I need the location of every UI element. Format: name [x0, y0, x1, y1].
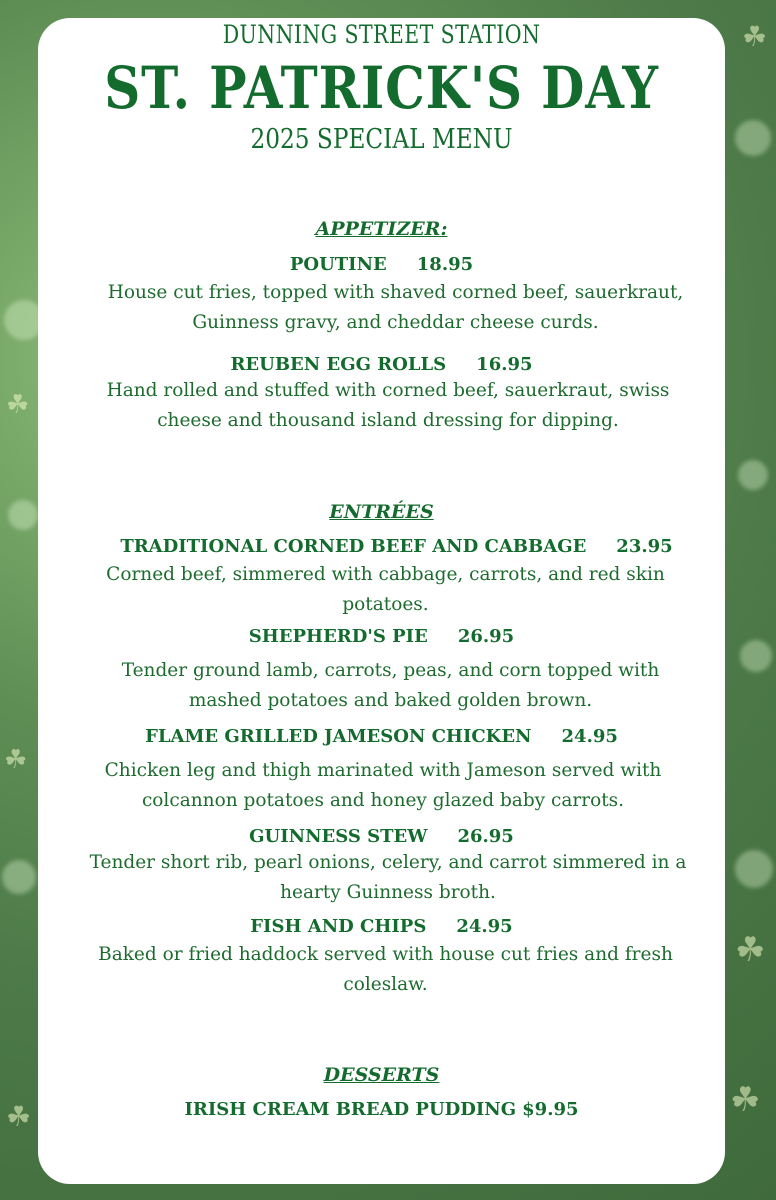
menu-item-price: 26.95 — [457, 826, 514, 847]
menu-item-price: 24.95 — [456, 916, 513, 937]
menu-item-name: POUTINE 18.95 — [289, 254, 474, 275]
menu-item-price: 24.95 — [561, 726, 618, 747]
section-appetizer: APPETIZER: — [315, 218, 448, 240]
menu-item-desc: House cut fries, topped with shaved corned beef, sauerkraut, Guinness gravy, and cheddar cheese curds. — [107, 282, 684, 333]
menu-item-desc: Tender ground lamb, carrots, peas, and corn topped with mashed potatoes and baked golden brown. — [121, 660, 660, 711]
menu-item-desc: Corned beef, simmered with cabbage, carrots, and red skin potatoes. — [106, 564, 665, 615]
menu-item-price: 23.95 — [616, 536, 673, 557]
section-desserts: DESSERTS — [323, 1064, 440, 1086]
menu-item-price: $9.95 — [522, 1099, 579, 1120]
menu-item-price: 18.95 — [416, 254, 474, 275]
menu-item-name: IRISH CREAM BREAD PUDDING $9.95 — [184, 1099, 579, 1120]
clover-icon: ☘ — [735, 930, 766, 970]
menu-item-desc: Tender short rib, pearl onions, celery, and carrot simmered in a hearty Guinness broth. — [89, 852, 687, 903]
clover-icon: ☘ — [742, 20, 768, 53]
clover-icon: ☘ — [730, 1080, 761, 1120]
menu-subtitle: 2025 SPECIAL MENU — [250, 124, 513, 155]
menu-item-desc: Chicken leg and thigh marinated with Jameson served with colcannon potatoes and honey glazed baby carrots. — [104, 760, 662, 811]
section-entrees: ENTRÉES — [329, 501, 434, 523]
clover-icon: ☘ — [6, 390, 30, 420]
clover-icon: ☘ — [4, 745, 28, 775]
menu-item-price: 26.95 — [457, 626, 515, 647]
clover-icon: ☘ — [6, 1100, 32, 1133]
page-title: ST. PATRICK'S DAY — [104, 54, 659, 122]
menu-card — [38, 18, 725, 1184]
restaurant-name: DUNNING STREET STATION — [222, 20, 541, 49]
menu-item-name: TRADITIONAL CORNED BEEF AND CABBAGE 23.95 — [120, 536, 673, 557]
menu-item-desc: Hand rolled and stuffed with corned beef, sauerkraut, swiss cheese and thousand island dressing for dipping. — [106, 380, 670, 431]
menu-item-name: FISH AND CHIPS 24.95 — [250, 916, 513, 937]
menu-item-name: FLAME GRILLED JAMESON CHICKEN 24.95 — [145, 726, 618, 747]
menu-item-name: REUBEN EGG ROLLS 16.95 — [230, 354, 533, 375]
menu-item-desc: Baked or fried haddock served with house cut fries and fresh coleslaw. — [98, 944, 673, 995]
menu-item-name: SHEPHERD'S PIE 26.95 — [248, 626, 515, 647]
menu-item-name: GUINNESS STEW 26.95 — [249, 826, 514, 847]
menu-item-price: 16.95 — [476, 354, 533, 375]
